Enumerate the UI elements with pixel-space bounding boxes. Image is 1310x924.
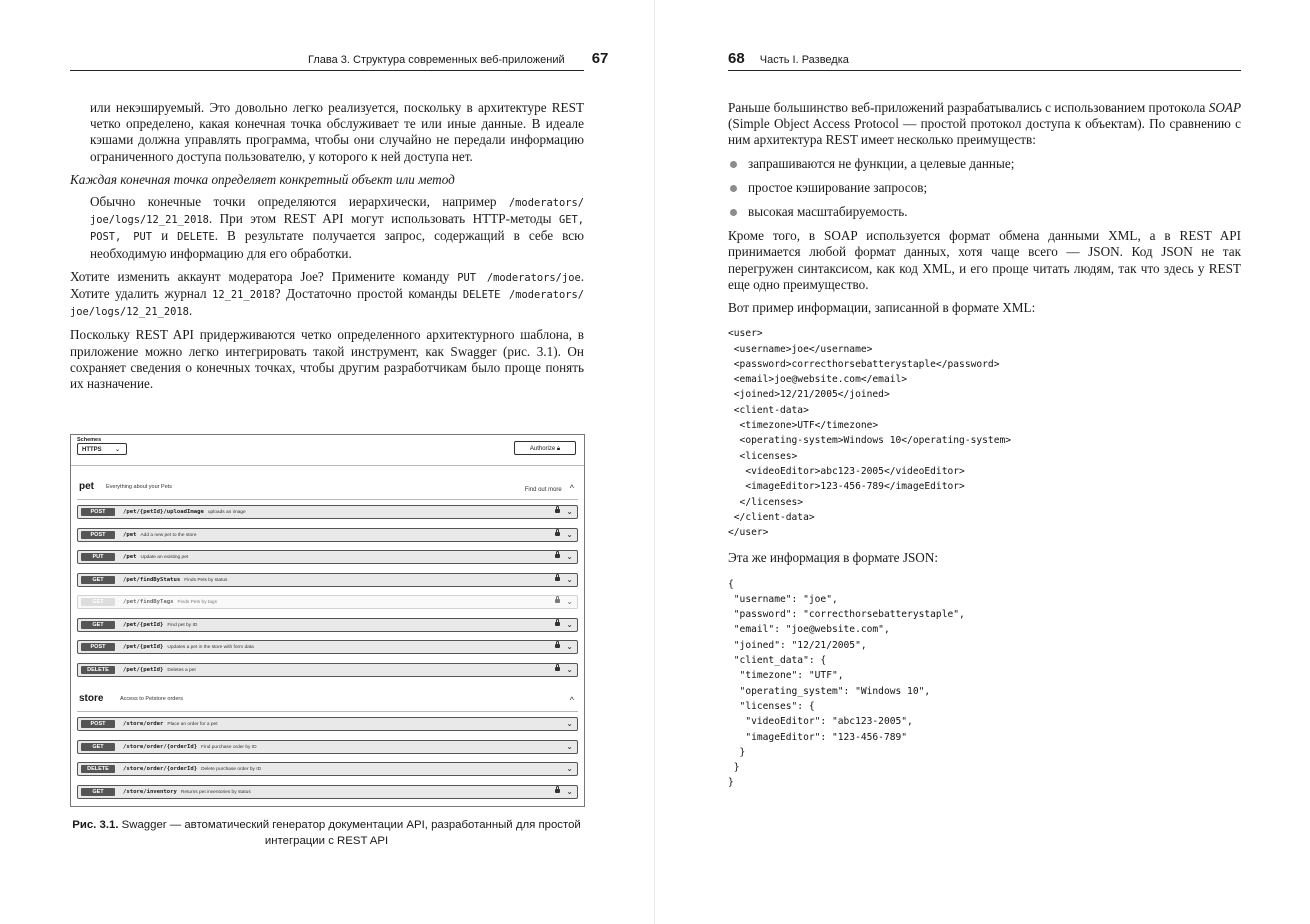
inline-code: 12_21_2018 — [212, 289, 275, 302]
operation-path: /pet/{petId} — [123, 621, 164, 628]
text-run: . При этом REST API могут использовать HTTP-методы — [208, 211, 559, 227]
page-number-left: 67 — [591, 50, 609, 67]
tag-right — [525, 483, 574, 493]
operation-row[interactable] — [77, 595, 578, 609]
inline-code: DELETE — [177, 231, 215, 244]
divider — [77, 499, 578, 500]
tag-name: pet — [79, 481, 94, 492]
text-run: Хотите изменить аккаунт модератора Joe? Примените команду — [70, 268, 458, 284]
lock-icon[interactable] — [555, 667, 560, 671]
paragraph: Кроме того, в SOAP используется формат обмена данными XML, а в REST API принимается любой формат данных, хотя чаще всего — JSON. Код JSON не так перегружен синтаксисом, как код XML, и его проще читать людям, так что здесь у REST еще одно преимущество. — [728, 228, 1241, 292]
text-run: . — [188, 303, 193, 319]
operation-path: /pet/{petId}/uploadImage — [123, 509, 204, 515]
paragraph: Вот пример информации, записанной в формате XML: — [728, 300, 1036, 316]
operation-summary: Find purchase order by ID — [201, 744, 257, 750]
chevron-down-icon[interactable]: ⌄ — [566, 741, 573, 751]
chevron-down-icon[interactable]: ⌄ — [566, 597, 573, 606]
lock-icon[interactable] — [555, 554, 560, 558]
operation-path-cell — [123, 597, 217, 608]
tag-header-store[interactable] — [77, 691, 578, 709]
part-title: Часть I. Разведка — [759, 54, 849, 66]
operation-path-cell — [123, 507, 246, 518]
chevron-down-icon[interactable]: ⌄ — [566, 786, 573, 796]
operation-path: /pet — [123, 554, 137, 560]
chevron-down-icon[interactable]: ⌄ — [566, 719, 573, 728]
operation-summary: Add a new pet to the store — [140, 532, 197, 538]
http-method-badge: POST — [81, 508, 115, 516]
json-code-block: { "username": "joe", "password": "correcthorsebatterystaple", "email": "joe@website.com", "joined": "12/21/2005", "client_data": { "timezone": "UTF", "operating_system": "Windows 10", "licenses": { "videoEditor": "abc123-2005", "imageEditor": "123-456-789" } } } — [728, 578, 965, 789]
caption-text: Swagger — автоматический генератор документации API, разработанный для простой интеграции с REST API — [118, 819, 581, 847]
inline-code: GET, POST, PUT — [90, 214, 584, 244]
lock-icon[interactable] — [555, 509, 560, 513]
right-page — [655, 0, 1310, 924]
chevron-down-icon[interactable]: ⌄ — [566, 529, 573, 539]
operation-row[interactable] — [77, 785, 578, 799]
operation-path-cell — [123, 764, 261, 775]
emphasis: SOAP — [1208, 100, 1241, 115]
operation-path-cell — [123, 719, 218, 730]
subheading: Каждая конечная точка определяет конкретный объект или метод — [70, 171, 455, 187]
operation-path-cell — [123, 552, 188, 563]
header-rule-right — [728, 70, 1241, 71]
text-run: Обычно конечные точки определяются иерархически, например — [90, 194, 509, 210]
operation-path: /store/inventory — [123, 788, 177, 795]
operation-path: /pet/{petId} — [123, 644, 164, 650]
paragraph — [728, 100, 1241, 149]
page-number-right: 68 — [728, 50, 745, 67]
http-method-badge: GET — [81, 621, 115, 629]
schemes-label: Schemes — [77, 437, 102, 443]
lock-icon: 🔒︎ — [556, 446, 561, 452]
list-item: простое кэширование запросов; — [728, 180, 1241, 196]
operation-row[interactable] — [77, 640, 578, 654]
operation-path-cell — [123, 787, 251, 798]
text-run: и — [152, 228, 178, 244]
text-run: Раньше большинство веб-приложений разрабатывались с использованием протокола — [728, 100, 1209, 115]
lock-icon[interactable] — [555, 532, 560, 536]
right-body — [728, 100, 1241, 801]
text-run: . Хотите удалить журнал — [70, 268, 585, 302]
tag-name: store — [79, 693, 104, 704]
left-page — [0, 0, 654, 924]
operation-path-cell — [123, 530, 197, 541]
divider — [77, 711, 578, 712]
text-run: ? Достаточно простой команды — [274, 286, 463, 302]
http-method-badge: POST — [81, 531, 115, 539]
list-item: высокая масштабируемость. — [728, 204, 1241, 220]
http-method-badge: GET — [81, 788, 115, 796]
xml-code-block: <user> <username>joe</username> <password>correcthorsebatterystaple</password> <email>joe@website.com</email> <joined>12/21/2005</joined> <client-data> <timezone>UTF</timezone> <operating-system>Windows 10</operating-system> <licenses> <videoEditor>abc123-2005</videoEditor> <imageEditor>123-456-789</imageEditor> </licenses> </client-data> </user> — [728, 328, 1012, 539]
caption-label: Рис. 3.1. — [72, 819, 119, 831]
operation-summary: uploads an image — [207, 510, 246, 515]
divider — [71, 465, 584, 466]
tag-description: Everything about your Pets — [106, 484, 173, 490]
chevron-down-icon[interactable]: ⌄ — [566, 619, 573, 629]
operation-path: /pet — [123, 531, 137, 538]
http-method-badge: GET — [81, 743, 115, 751]
list-item: запрашиваются не функции, а целевые данные; — [728, 156, 1241, 172]
operation-path: /store/order/{orderId} — [123, 743, 198, 750]
swagger-figure — [70, 434, 585, 807]
lock-icon[interactable] — [555, 577, 560, 581]
text-run: (Simple Object Access Protocol — простой протокол доступа к объектам). По сравнению с ним архитектура REST имеет несколько преимуществ: — [728, 116, 1241, 148]
left-body — [70, 100, 584, 399]
header-rule-left — [70, 70, 584, 71]
http-method-badge: GET — [81, 576, 115, 584]
authorize-label: Authorize — [529, 446, 556, 452]
operation-row[interactable] — [77, 717, 578, 731]
running-head-right — [728, 50, 849, 68]
inline-code: /moderators/ joe/logs/12_21_2018 — [90, 197, 584, 227]
http-method-badge: POST — [81, 643, 115, 651]
operation-summary: Deletes a pet — [167, 667, 196, 673]
http-method-badge: GET — [81, 598, 115, 606]
paragraph — [70, 269, 584, 321]
bullet-list — [728, 156, 1241, 221]
lock-icon[interactable] — [555, 789, 560, 793]
operation-summary: Find pet by ID — [167, 622, 198, 628]
operation-row[interactable] — [77, 618, 578, 632]
operation-summary: Finds Pets by tags — [177, 600, 217, 605]
operation-summary: Returns pet inventories by status — [180, 789, 251, 795]
paragraph — [70, 194, 584, 262]
paragraph: или некэшируемый. Это довольно легко реализуется, поскольку в архитектуре REST четко определено, какая конечная точка обслуживает те или иные данные. В идеале кэшами должна управлять программа, чтобы они случайно не передали информацию ограниченного доступа пользователю, у которого к ней доступа нет. — [90, 100, 584, 164]
tag-description: Access to Petstore orders — [120, 696, 183, 702]
operation-path-cell — [123, 642, 254, 653]
authorize-button[interactable] — [514, 441, 576, 455]
chevron-down-icon[interactable]: ⌄ — [566, 642, 573, 651]
operation-summary: Delete purchase order by ID — [201, 767, 262, 772]
http-method-badge: POST — [81, 720, 115, 728]
chevron-down-icon: ⌄ — [114, 447, 120, 453]
paragraph: Эта же информация в формате JSON: — [728, 550, 939, 566]
figure-caption — [70, 818, 583, 849]
chevron-down-icon[interactable]: ⌄ — [566, 574, 573, 584]
operation-row[interactable] — [77, 505, 578, 519]
chevron-down-icon[interactable]: ⌄ — [566, 552, 573, 561]
operation-summary: Update an existing pet — [140, 555, 189, 560]
tag-header-pet[interactable] — [77, 479, 578, 497]
operation-path: /pet/findByTags — [123, 599, 174, 605]
chevron-up-icon[interactable]: ^ — [569, 695, 574, 705]
inline-code: DELETE /moderators/ joe/logs/12_21_2018 — [70, 289, 585, 319]
operation-path: /pet/findByStatus — [123, 576, 181, 583]
operation-row[interactable] — [77, 528, 578, 542]
lock-icon[interactable] — [555, 644, 560, 648]
operation-path: /store/order — [123, 721, 164, 727]
chevron-down-icon[interactable]: ⌄ — [566, 507, 573, 516]
operation-path-cell — [123, 575, 227, 586]
text-run: . В результате получается запрос, содержащий в себе всю необходимую информацию для его обработки. — [90, 228, 584, 261]
lock-icon[interactable] — [555, 599, 560, 603]
operation-summary: Place an order for a pet — [167, 722, 218, 727]
operation-summary: Updates a pet in the store with form data — [167, 645, 254, 650]
http-method-badge: PUT — [81, 553, 115, 561]
tag-right — [562, 695, 574, 705]
http-method-badge: DELETE — [81, 765, 115, 773]
operation-row[interactable] — [77, 740, 578, 754]
operation-path: /pet/{petId} — [123, 666, 164, 673]
operation-row[interactable] — [77, 573, 578, 587]
operation-row[interactable] — [77, 663, 578, 677]
chevron-up-icon[interactable]: ^ — [569, 483, 574, 493]
operation-summary: Finds Pets by status — [184, 577, 228, 583]
operation-row[interactable] — [77, 550, 578, 564]
operation-path-cell — [123, 742, 257, 753]
find-out-more-link[interactable]: Find out more — [524, 487, 562, 493]
inline-code: PUT /moderators/joe — [457, 271, 581, 284]
lock-icon[interactable] — [555, 622, 560, 626]
scheme-select[interactable] — [77, 443, 127, 455]
chapter-title: Глава 3. Структура современных веб-приложений — [308, 54, 565, 66]
operation-path: /store/order/{orderId} — [123, 766, 198, 772]
operation-path-cell — [123, 665, 196, 676]
http-method-badge: DELETE — [81, 666, 115, 674]
operation-row[interactable] — [77, 762, 578, 776]
chevron-down-icon[interactable]: ⌄ — [566, 664, 573, 674]
chevron-down-icon[interactable]: ⌄ — [566, 764, 573, 773]
scheme-value: HTTPS — [82, 447, 102, 453]
paragraph: Поскольку REST API придерживаются четко определенного архитектурного шаблона, в приложение можно легко интегрировать такой инструмент, как Swagger (рис. 3.1). Он сохраняет сведения о конечных точках, чтобы другим разработчикам было проще понять их назначение. — [70, 327, 584, 392]
running-head-left — [308, 50, 608, 68]
operation-path-cell — [123, 620, 197, 631]
